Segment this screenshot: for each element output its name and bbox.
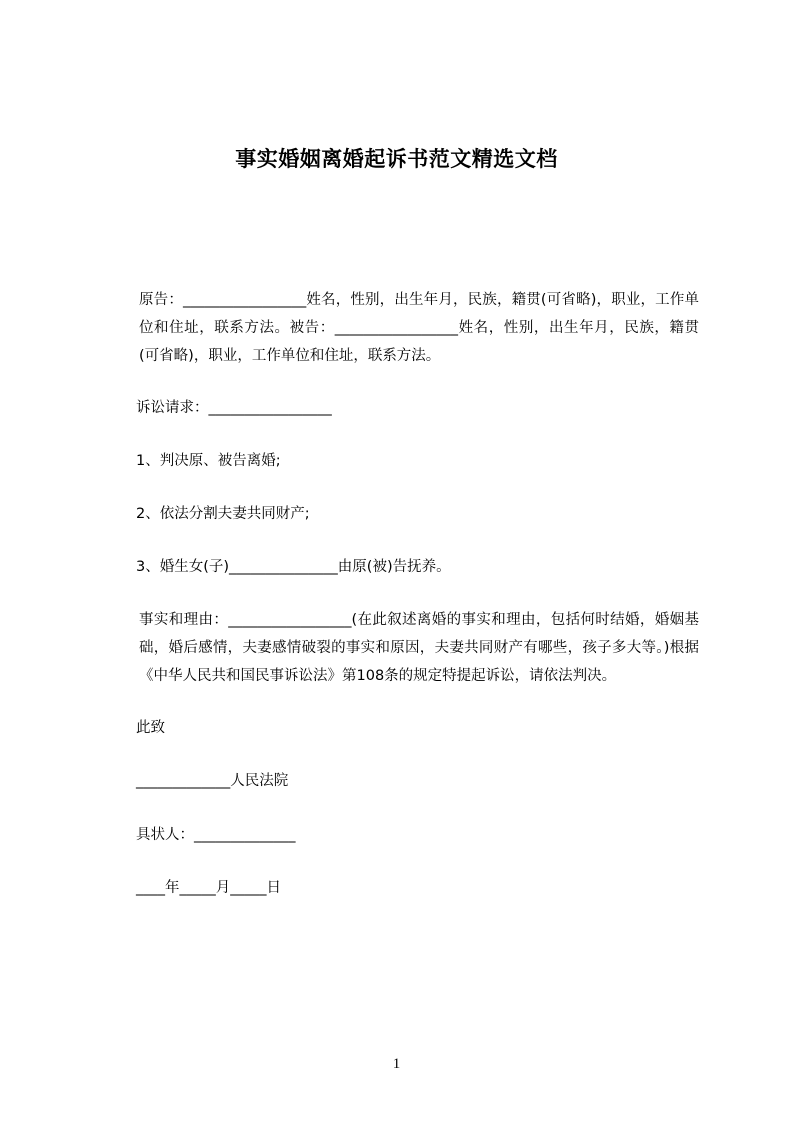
closing-text: 此致 [136,720,165,736]
claim-item-2: 2、依法分割夫妻共同财产; [136,506,310,522]
date-line: ____年_____月_____日 [136,880,281,896]
page-number: 1 [392,1056,401,1072]
claims-label: 诉讼请求：_________________ [136,400,332,416]
court-line: _____________人民法院 [136,773,289,789]
document-title: 事实婚姻离婚起诉书范文精选文档 [235,147,558,171]
claim-item-3: 3、婚生女(子)_______________由原(被)告抚养。 [136,559,451,575]
parties-paragraph [105,286,699,370]
facts-text: 事实和理由：_________________(在此叙述离婚的事实和理由，包括何时结婚，婚姻基础，婚后感情，夫妻感情破裂的事实和原因，夫妻共同财产有哪些，孩子多大等。)根据《中华人民共和国民事诉讼法》第108条的规定特提起诉讼，请依法判决。 [139,612,699,684]
signer-line: 具状人：______________ [136,827,296,843]
facts-paragraph [105,606,699,690]
claim-item-1: 1、判决原、被告离婚; [136,453,281,469]
parties-text: 原告：_________________姓名，性别，出生年月，民族，籍贯(可省略)，职业，工作单位和住址，联系方法。被告：_________________姓名，性别，出生年月，民族，籍贯(可省略)，职业，工作单位和住址，联系方法。 [139,292,699,364]
